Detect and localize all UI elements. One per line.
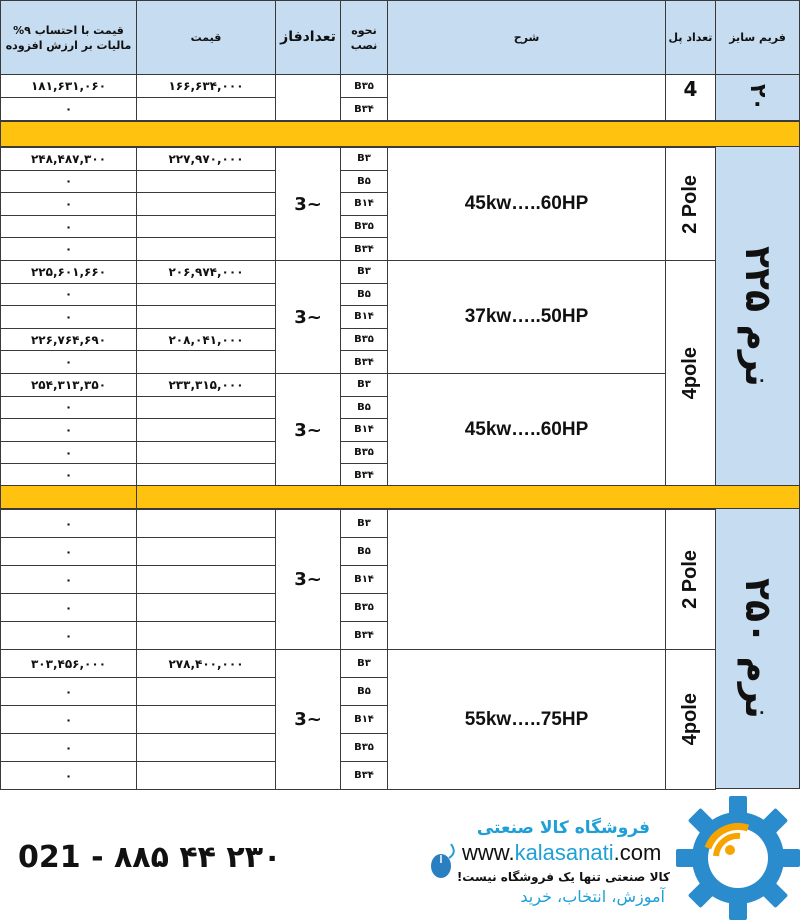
mount-cell: B۳۴ xyxy=(340,237,388,261)
mount-cell: B۱۴ xyxy=(340,192,388,216)
price-cell xyxy=(136,192,276,216)
price-cell xyxy=(136,170,276,194)
mount-cell: B۳۴ xyxy=(340,463,388,487)
mount-cell: B۵ xyxy=(340,170,388,194)
price-cell xyxy=(136,237,276,261)
header-price-vat: قیمت با احتساب ۹% مالیات بر ارزش افزوده xyxy=(0,0,137,75)
poles-label: 4pole xyxy=(679,346,701,400)
description-cell xyxy=(387,509,666,650)
price-cell: ۲۰۶,۹۷۴,۰۰۰ xyxy=(136,260,276,284)
header-poles: تعداد پل xyxy=(665,0,716,75)
poles-label: 2 Pole xyxy=(679,550,701,609)
vat-price-cell: ۰ xyxy=(0,441,137,465)
mount-cell: B۳۴ xyxy=(340,350,388,374)
header-frame-size: فریم سایز xyxy=(715,0,800,75)
phase-cell: 3~ xyxy=(275,509,341,650)
price-cell xyxy=(136,441,276,465)
mount-cell: B۳۵ xyxy=(340,733,388,762)
store-tagline: کالا صنعتی تنها یک فروشگاه نیست! xyxy=(456,870,670,884)
section-separator xyxy=(0,121,800,147)
vat-price-cell: ۰ xyxy=(0,97,137,121)
price-cell xyxy=(136,463,276,487)
vat-price-cell: ۰ xyxy=(0,463,137,487)
poles-cell xyxy=(665,147,716,261)
url-prefix: www. xyxy=(462,840,515,865)
mount-cell: B۳۴ xyxy=(340,97,388,121)
mount-cell: B۱۴ xyxy=(340,305,388,329)
header-phases: تعدادفاز xyxy=(275,0,341,75)
vat-price-cell: ۰ xyxy=(0,565,137,594)
poles-label: 4pole xyxy=(679,693,701,746)
phase-cell: 3~ xyxy=(275,373,341,487)
price-cell xyxy=(136,97,276,121)
vat-price-cell: ۰ xyxy=(0,192,137,216)
footer xyxy=(0,790,800,923)
vat-price-cell: ۲۲۶,۷۶۴,۶۹۰ xyxy=(0,328,137,352)
vat-price-cell: ۰ xyxy=(0,733,137,762)
vat-price-cell: ۰ xyxy=(0,215,137,239)
vat-price-cell: ۰ xyxy=(0,237,137,261)
store-name: فروشگاه کالا صنعتی xyxy=(476,818,650,838)
vat-price-cell: ۰ xyxy=(0,677,137,706)
vat-price-cell: ۰ xyxy=(0,418,137,442)
vat-price-cell: ۰ xyxy=(0,705,137,734)
price-cell: ۲۲۷,۹۷۰,۰۰۰ xyxy=(136,147,276,171)
price-cell xyxy=(136,215,276,239)
header-price: قیمت xyxy=(136,0,276,75)
store-subtitle: آموزش، انتخاب، خرید xyxy=(520,887,665,906)
vat-price-cell: ۰ xyxy=(0,305,137,329)
mount-cell: B۳۵ xyxy=(340,441,388,465)
vat-price-cell: ۰ xyxy=(0,621,137,650)
mount-cell: B۳ xyxy=(340,509,388,538)
price-cell xyxy=(136,537,276,566)
vat-price-cell: ۰ xyxy=(0,283,137,307)
vat-price-cell: ۰ xyxy=(0,509,137,538)
price-cell: ۲۳۳,۳۱۵,۰۰۰ xyxy=(136,373,276,397)
price-cell xyxy=(136,396,276,420)
price-cell xyxy=(136,705,276,734)
price-cell xyxy=(136,283,276,307)
frame-size-cell xyxy=(715,508,800,789)
vat-price-cell: ۰ xyxy=(0,170,137,194)
store-url[interactable] xyxy=(462,840,661,866)
description-cell: 45kw…..60HP xyxy=(387,147,666,261)
description-cell: 45kw…..60HP xyxy=(387,373,666,487)
price-cell: ۲۷۸,۴۰۰,۰۰۰ xyxy=(136,649,276,678)
description-cell: 37kw…..50HP xyxy=(387,260,666,374)
mount-cell: B۱۴ xyxy=(340,565,388,594)
poles-cell xyxy=(665,649,716,790)
price-cell xyxy=(136,509,276,538)
section-separator xyxy=(136,485,800,509)
url-suffix: .com xyxy=(613,840,662,865)
mount-cell: B۳ xyxy=(340,649,388,678)
mount-cell: B۵ xyxy=(340,677,388,706)
poles-label: 2 Pole xyxy=(679,174,701,234)
price-cell xyxy=(136,350,276,374)
mount-cell: B۵ xyxy=(340,537,388,566)
price-cell: ۲۰۸,۰۴۱,۰۰۰ xyxy=(136,328,276,352)
mount-cell: B۵ xyxy=(340,283,388,307)
price-cell xyxy=(136,733,276,762)
frame-size-cell xyxy=(715,146,800,486)
frame-size-cell xyxy=(715,74,800,121)
phase-cell: 3~ xyxy=(275,260,341,374)
mount-cell: B۳۵ xyxy=(340,215,388,239)
vat-price-cell: ۰ xyxy=(0,593,137,622)
url-brand: kalasanati xyxy=(514,840,614,865)
vat-price-cell: ۳۰۳,۴۵۶,۰۰۰ xyxy=(0,649,137,678)
phase-cell xyxy=(275,74,341,121)
vat-price-cell: ۲۲۵,۶۰۱,۶۶۰ xyxy=(0,260,137,284)
poles-cell xyxy=(665,260,716,486)
price-cell xyxy=(136,593,276,622)
mount-cell: B۳ xyxy=(340,260,388,284)
vat-price-cell: ۲۵۴,۳۱۳,۳۵۰ xyxy=(0,373,137,397)
poles-cell xyxy=(665,509,716,650)
description-cell xyxy=(387,74,666,121)
phone-number: 021 - ۸۸۵ ۴۴ ۲۳۰ xyxy=(18,840,282,875)
phase-cell: 3~ xyxy=(275,649,341,790)
mount-cell: B۳۵ xyxy=(340,593,388,622)
mount-cell: B۱۴ xyxy=(340,705,388,734)
price-cell xyxy=(136,305,276,329)
mount-cell: B۵ xyxy=(340,396,388,420)
vat-price-cell: ۱۸۱,۶۳۱,۰۶۰ xyxy=(0,74,137,98)
vat-price-cell: ۲۴۸,۴۸۷,۳۰۰ xyxy=(0,147,137,171)
vat-price-cell: ۰ xyxy=(0,537,137,566)
mount-cell: B۳۵ xyxy=(340,328,388,352)
price-cell: ۱۶۶,۶۳۴,۰۰۰ xyxy=(136,74,276,98)
vat-price-cell: ۰ xyxy=(0,396,137,420)
mount-cell: B۳۴ xyxy=(340,761,388,790)
gear-logo-icon xyxy=(668,790,800,923)
section-separator xyxy=(0,485,137,509)
frame-size-label: ۲۰ xyxy=(745,84,770,111)
poles-cell: 4 xyxy=(665,74,716,121)
price-cell xyxy=(136,565,276,594)
header-description: شرح xyxy=(387,0,666,75)
header-mounting: نحوه نصب xyxy=(340,0,388,75)
price-cell xyxy=(136,677,276,706)
frame-size-label: نرم ۲۲۵ xyxy=(737,245,778,387)
mount-cell: B۳۵ xyxy=(340,74,388,98)
mount-cell: B۱۴ xyxy=(340,418,388,442)
mount-cell: B۳ xyxy=(340,373,388,397)
mount-cell: B۳ xyxy=(340,147,388,171)
description-cell: 55kw…..75HP xyxy=(387,649,666,790)
phase-cell: 3~ xyxy=(275,147,341,261)
frame-size-label: نرم ۲۵۰ xyxy=(737,578,778,719)
mount-cell: B۳۴ xyxy=(340,621,388,650)
price-cell xyxy=(136,621,276,650)
vat-price-cell: ۰ xyxy=(0,761,137,790)
price-cell xyxy=(136,418,276,442)
vat-price-cell: ۰ xyxy=(0,350,137,374)
price-cell xyxy=(136,761,276,790)
